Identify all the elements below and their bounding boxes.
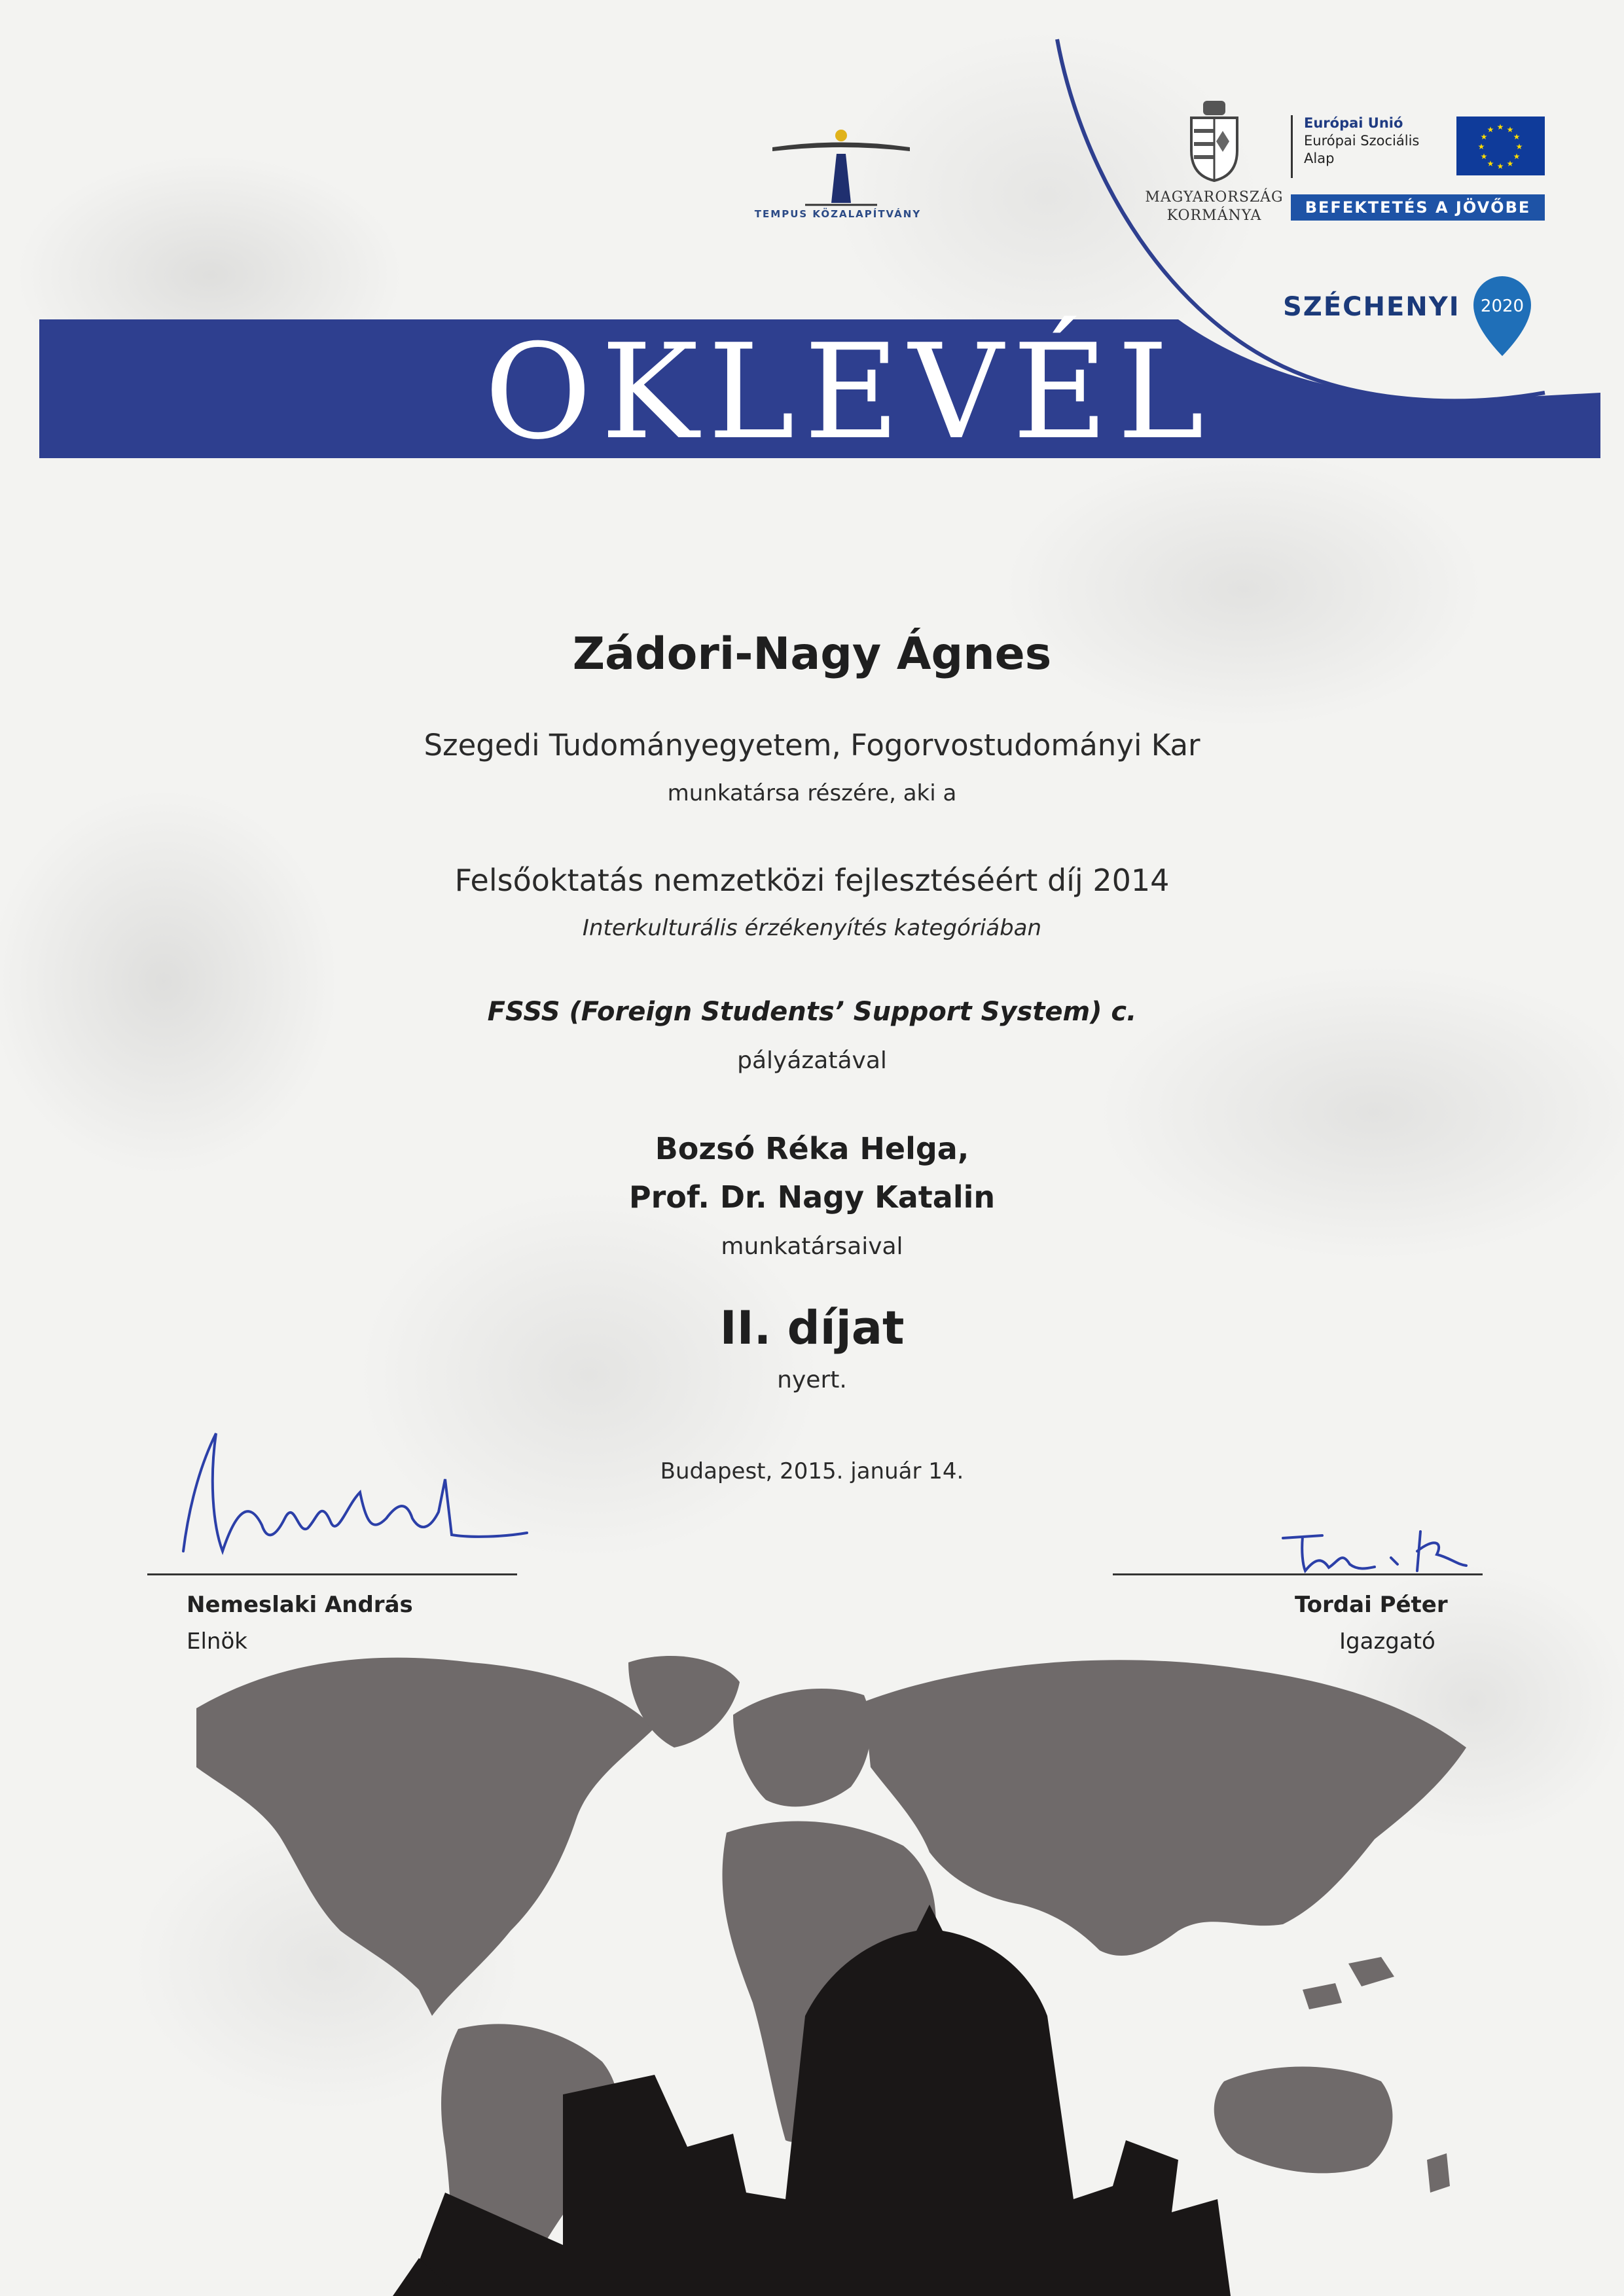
eu-slogan: BEFEKTETÉS A JÖVŐBE <box>1291 194 1545 221</box>
prize-suffix: nyert. <box>777 1367 847 1393</box>
svg-text:★: ★ <box>1496 162 1504 171</box>
left-signature-line <box>147 1573 517 1575</box>
award-category: Interkulturális érzékenyítés kategóriában <box>582 915 1042 941</box>
eu-text <box>1304 115 1448 168</box>
szechenyi-year: 2020 <box>1480 296 1525 316</box>
szechenyi-label: SZÉCHENYI <box>1283 292 1460 322</box>
left-signatory-name: Nemeslaki András <box>187 1592 413 1618</box>
role-line: munkatársa részére, aki a <box>667 780 957 806</box>
svg-text:★: ★ <box>1506 159 1514 168</box>
government-label-line-2: KORMÁNYA <box>1166 207 1262 224</box>
svg-text:★: ★ <box>1506 125 1514 134</box>
left-signature-icon <box>164 1420 530 1571</box>
colleague-1: Bozsó Réka Helga, <box>655 1131 969 1166</box>
svg-text:★: ★ <box>1513 132 1521 141</box>
tempus-label: TEMPUS KÖZALAPÍTVÁNY <box>754 208 922 220</box>
right-signatory-title: Igazgató <box>1339 1628 1435 1655</box>
colleague-suffix: munkatársaival <box>721 1233 903 1260</box>
diploma-title: OKLEVÉL <box>484 316 1214 469</box>
award-name: Felsőoktatás nemzetközi fejlesztéséért díj 2014 <box>454 863 1170 898</box>
eu-divider <box>1291 115 1293 178</box>
szechenyi-pin-icon <box>1470 274 1535 359</box>
prize: II. díjat <box>719 1301 905 1355</box>
svg-text:★: ★ <box>1487 125 1494 134</box>
svg-text:★: ★ <box>1480 132 1488 141</box>
svg-text:★: ★ <box>1477 142 1485 151</box>
svg-text:★: ★ <box>1513 152 1521 161</box>
eu-line-3: Alap <box>1304 151 1335 166</box>
right-signature-line <box>1113 1573 1483 1575</box>
place-date: Budapest, 2015. január 14. <box>660 1458 964 1484</box>
project-suffix: pályázatával <box>737 1047 887 1074</box>
eu-line-1: Európai Unió <box>1304 115 1403 131</box>
eu-line-2: Európai Szociális <box>1304 133 1420 149</box>
eu-flag-icon <box>1456 117 1545 175</box>
world-map-graphic <box>0 1623 1624 2296</box>
recipient-name: Zádori-Nagy Ágnes <box>572 628 1052 680</box>
svg-text:★: ★ <box>1487 159 1494 168</box>
coat-of-arms-icon <box>1185 98 1244 183</box>
svg-text:★: ★ <box>1480 152 1488 161</box>
institution: Szegedi Tudományegyetem, Fogorvostudományi Kar <box>424 728 1200 762</box>
right-signatory-name: Tordai Péter <box>1295 1592 1448 1618</box>
left-signatory-title: Elnök <box>187 1628 247 1655</box>
government-label <box>1136 188 1293 225</box>
svg-text:★: ★ <box>1496 122 1504 132</box>
colleague-2: Prof. Dr. Nagy Katalin <box>628 1179 996 1215</box>
right-signature-icon <box>1276 1512 1492 1577</box>
project-name: FSSS (Foreign Students’ Support System) c. <box>487 997 1137 1027</box>
tempus-logo-icon <box>766 121 916 206</box>
svg-text:★: ★ <box>1515 142 1523 151</box>
government-label-line-1: MAGYARORSZÁG <box>1145 189 1284 206</box>
